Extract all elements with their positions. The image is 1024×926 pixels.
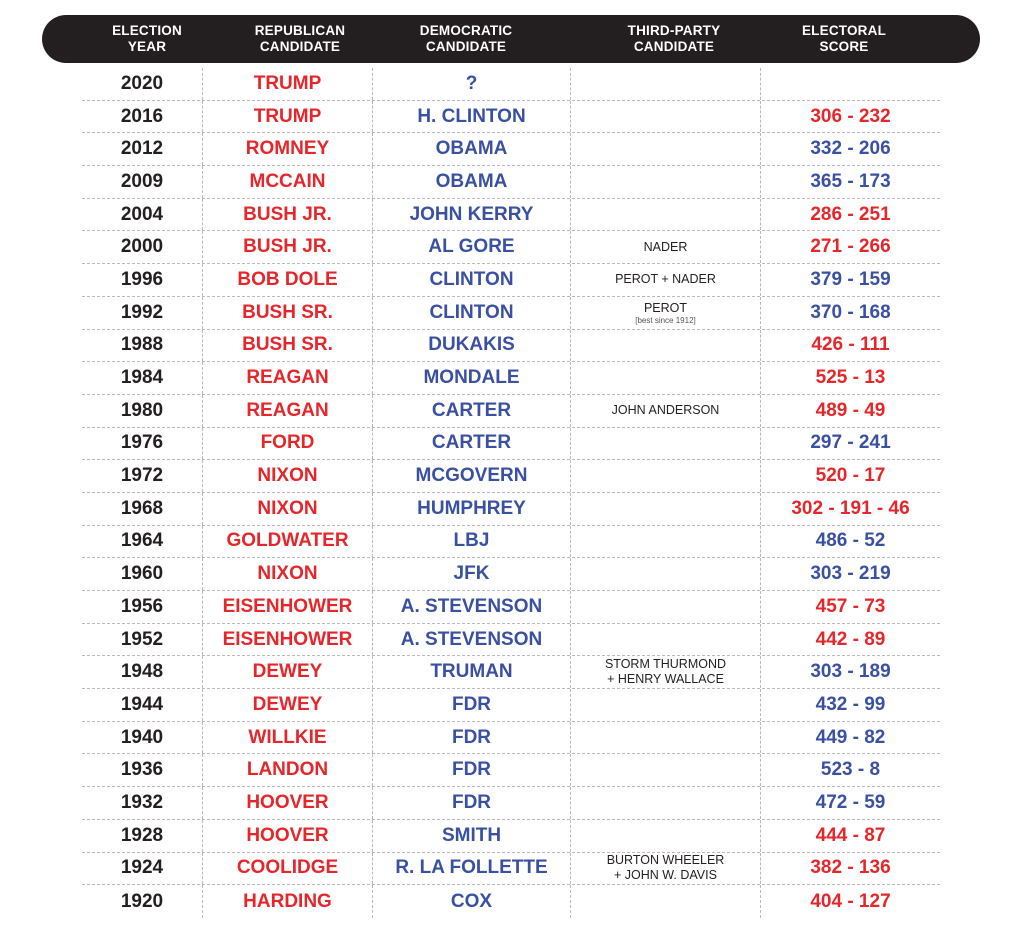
table-row: [82, 689, 940, 722]
republican-candidate: NIXON: [202, 558, 372, 590]
election-year: 1996: [120, 268, 164, 290]
electoral-score: 303 - 189: [760, 656, 940, 688]
democratic-candidate: TRUMAN: [372, 656, 570, 688]
table-row: [82, 428, 940, 461]
electoral-score: 489 - 49: [760, 395, 940, 427]
democratic-candidate: FDR: [372, 787, 570, 819]
third-party-note: [best since 1912]: [635, 315, 696, 325]
third-party-candidate: [570, 754, 760, 786]
table-row: [82, 722, 940, 755]
democratic-candidate: FDR: [372, 689, 570, 721]
table-row: [82, 166, 940, 199]
third-party-candidate: [570, 362, 760, 394]
table-row: [82, 330, 940, 363]
third-party-candidate: [570, 558, 760, 590]
electoral-score: 306 - 232: [760, 101, 940, 133]
democratic-candidate: FDR: [372, 754, 570, 786]
table-row: [82, 493, 940, 526]
electoral-score: 332 - 206: [760, 133, 940, 165]
header-election-year: ELECTION YEAR: [112, 23, 182, 54]
table-row: [82, 558, 940, 591]
table-row: [82, 264, 940, 297]
election-year: 1948: [120, 661, 164, 683]
republican-candidate: FORD: [202, 428, 372, 460]
election-year: 1936: [120, 759, 164, 781]
republican-candidate: COOLIDGE: [202, 853, 372, 885]
democratic-candidate: R. LA FOLLETTE: [372, 853, 570, 885]
republican-candidate: EISENHOWER: [202, 591, 372, 623]
table-row: [82, 362, 940, 395]
table-row: [82, 395, 940, 428]
republican-candidate: DEWEY: [202, 689, 372, 721]
header-electoral-score: ELECTORAL SCORE: [801, 23, 887, 54]
republican-candidate: EISENHOWER: [202, 624, 372, 656]
electoral-score: 426 - 111: [760, 330, 940, 362]
electoral-score: 432 - 99: [760, 689, 940, 721]
third-party-candidate: [570, 624, 760, 656]
header-republican-candidate: REPUBLICAN CANDIDATE: [254, 23, 346, 54]
table-row: [82, 885, 940, 918]
election-year: 1968: [120, 497, 164, 519]
electoral-score: 444 - 87: [760, 820, 940, 852]
electoral-score: 379 - 159: [760, 264, 940, 296]
republican-candidate: TRUMP: [202, 68, 372, 100]
republican-candidate: TRUMP: [202, 101, 372, 133]
third-party-candidate: [570, 68, 760, 100]
republican-candidate: DEWEY: [202, 656, 372, 688]
democratic-candidate: SMITH: [372, 820, 570, 852]
table-row: [82, 624, 940, 657]
header-third-party-candidate: THIRD-PARTY CANDIDATE: [627, 23, 721, 54]
third-party-candidate: [570, 395, 760, 427]
democratic-candidate: COX: [372, 885, 570, 918]
democratic-candidate: MONDALE: [372, 362, 570, 394]
electoral-score: 525 - 13: [760, 362, 940, 394]
republican-candidate: WILLKIE: [202, 722, 372, 754]
republican-candidate: HOOVER: [202, 820, 372, 852]
democratic-candidate: DUKAKIS: [372, 330, 570, 362]
electoral-score: 302 - 191 - 46: [760, 493, 940, 525]
election-year: 1956: [120, 595, 164, 617]
democratic-candidate: FDR: [372, 722, 570, 754]
election-year: 1972: [120, 465, 164, 487]
third-party-name: NADER: [643, 239, 688, 254]
table-row: [82, 68, 940, 101]
third-party-candidate: [570, 101, 760, 133]
election-year: 1932: [120, 791, 164, 813]
democratic-candidate: CARTER: [372, 428, 570, 460]
third-party-candidate: [570, 656, 760, 688]
electoral-score: 472 - 59: [760, 787, 940, 819]
third-party-name: PEROT + NADER: [615, 272, 716, 287]
electoral-score: 297 - 241: [760, 428, 940, 460]
republican-candidate: BUSH JR.: [202, 199, 372, 231]
republican-candidate: NIXON: [202, 493, 372, 525]
table-row: [82, 526, 940, 559]
electoral-score: 520 - 17: [760, 460, 940, 492]
third-party-candidate: [570, 689, 760, 721]
table-row: [82, 297, 940, 330]
democratic-candidate: OBAMA: [372, 133, 570, 165]
electoral-score: 486 - 52: [760, 526, 940, 558]
democratic-candidate: JFK: [372, 558, 570, 590]
table-row: [82, 820, 940, 853]
republican-candidate: REAGAN: [202, 362, 372, 394]
election-year: 1924: [120, 857, 164, 879]
election-table: [82, 68, 940, 918]
electoral-score: 523 - 8: [760, 754, 940, 786]
election-year: 2004: [120, 203, 164, 225]
election-year: 1940: [120, 726, 164, 748]
election-year: 1944: [120, 693, 164, 715]
third-party-candidate: [570, 199, 760, 231]
electoral-score: [760, 68, 940, 100]
democratic-candidate: CLINTON: [372, 264, 570, 296]
header-democratic-candidate: DEMOCRATIC CANDIDATE: [419, 23, 513, 54]
electoral-score: 286 - 251: [760, 199, 940, 231]
electoral-score: 449 - 82: [760, 722, 940, 754]
third-party-candidate: [570, 493, 760, 525]
republican-candidate: NIXON: [202, 460, 372, 492]
electoral-score: 404 - 127: [760, 885, 940, 918]
electoral-score: 457 - 73: [760, 591, 940, 623]
third-party-candidate: [570, 428, 760, 460]
table-header: [42, 15, 980, 63]
republican-candidate: MCCAIN: [202, 166, 372, 198]
republican-candidate: HOOVER: [202, 787, 372, 819]
democratic-candidate: HUMPHREY: [372, 493, 570, 525]
table-row: [82, 656, 940, 689]
election-year: 1928: [120, 824, 164, 846]
third-party-candidate: [570, 330, 760, 362]
election-year: 2016: [120, 105, 164, 127]
third-party-candidate: [570, 297, 760, 329]
third-party-name: BURTON WHEELER + JOHN W. DAVIS: [606, 853, 725, 883]
third-party-candidate: [570, 231, 760, 263]
democratic-candidate: LBJ: [372, 526, 570, 558]
republican-candidate: BUSH SR.: [202, 330, 372, 362]
democratic-candidate: A. STEVENSON: [372, 591, 570, 623]
table-row: [82, 199, 940, 232]
third-party-name: PEROT: [643, 300, 688, 315]
third-party-candidate: [570, 166, 760, 198]
republican-candidate: BUSH SR.: [202, 297, 372, 329]
election-year: 1920: [120, 890, 164, 912]
democratic-candidate: OBAMA: [372, 166, 570, 198]
republican-candidate: REAGAN: [202, 395, 372, 427]
republican-candidate: ROMNEY: [202, 133, 372, 165]
election-year: 2020: [120, 72, 164, 94]
third-party-candidate: [570, 853, 760, 885]
election-year: 1980: [120, 399, 164, 421]
democratic-candidate: ?: [372, 68, 570, 100]
republican-candidate: HARDING: [202, 885, 372, 918]
republican-candidate: BOB DOLE: [202, 264, 372, 296]
third-party-candidate: [570, 460, 760, 492]
election-year: 1988: [120, 334, 164, 356]
table-row: [82, 101, 940, 134]
democratic-candidate: AL GORE: [372, 231, 570, 263]
third-party-candidate: [570, 885, 760, 918]
election-year: 1952: [120, 628, 164, 650]
election-year: 1984: [120, 367, 164, 389]
table-row: [82, 853, 940, 886]
democratic-candidate: MCGOVERN: [372, 460, 570, 492]
election-year: 1960: [120, 563, 164, 585]
third-party-candidate: [570, 591, 760, 623]
election-year: 1964: [120, 530, 164, 552]
table-row: [82, 460, 940, 493]
electoral-score: 442 - 89: [760, 624, 940, 656]
election-year: 2012: [120, 138, 164, 160]
third-party-candidate: [570, 526, 760, 558]
electoral-score: 365 - 173: [760, 166, 940, 198]
electoral-score: 382 - 136: [760, 853, 940, 885]
third-party-candidate: [570, 820, 760, 852]
republican-candidate: GOLDWATER: [202, 526, 372, 558]
third-party-candidate: [570, 787, 760, 819]
democratic-candidate: JOHN KERRY: [372, 199, 570, 231]
election-year: 2009: [120, 170, 164, 192]
election-year: 1992: [120, 301, 164, 323]
third-party-candidate: [570, 133, 760, 165]
electoral-score: 370 - 168: [760, 297, 940, 329]
republican-candidate: LANDON: [202, 754, 372, 786]
table-row: [82, 754, 940, 787]
democratic-candidate: H. CLINTON: [372, 101, 570, 133]
democratic-candidate: CLINTON: [372, 297, 570, 329]
third-party-candidate: [570, 264, 760, 296]
election-year: 1976: [120, 432, 164, 454]
table-row: [82, 231, 940, 264]
electoral-score: 271 - 266: [760, 231, 940, 263]
third-party-name: JOHN ANDERSON: [611, 403, 720, 418]
democratic-candidate: A. STEVENSON: [372, 624, 570, 656]
third-party-name: STORM THURMOND + HENRY WALLACE: [604, 657, 727, 687]
republican-candidate: BUSH JR.: [202, 231, 372, 263]
democratic-candidate: CARTER: [372, 395, 570, 427]
election-year: 2000: [120, 236, 164, 258]
third-party-candidate: [570, 722, 760, 754]
table-row: [82, 591, 940, 624]
electoral-score: 303 - 219: [760, 558, 940, 590]
table-row: [82, 133, 940, 166]
table-row: [82, 787, 940, 820]
